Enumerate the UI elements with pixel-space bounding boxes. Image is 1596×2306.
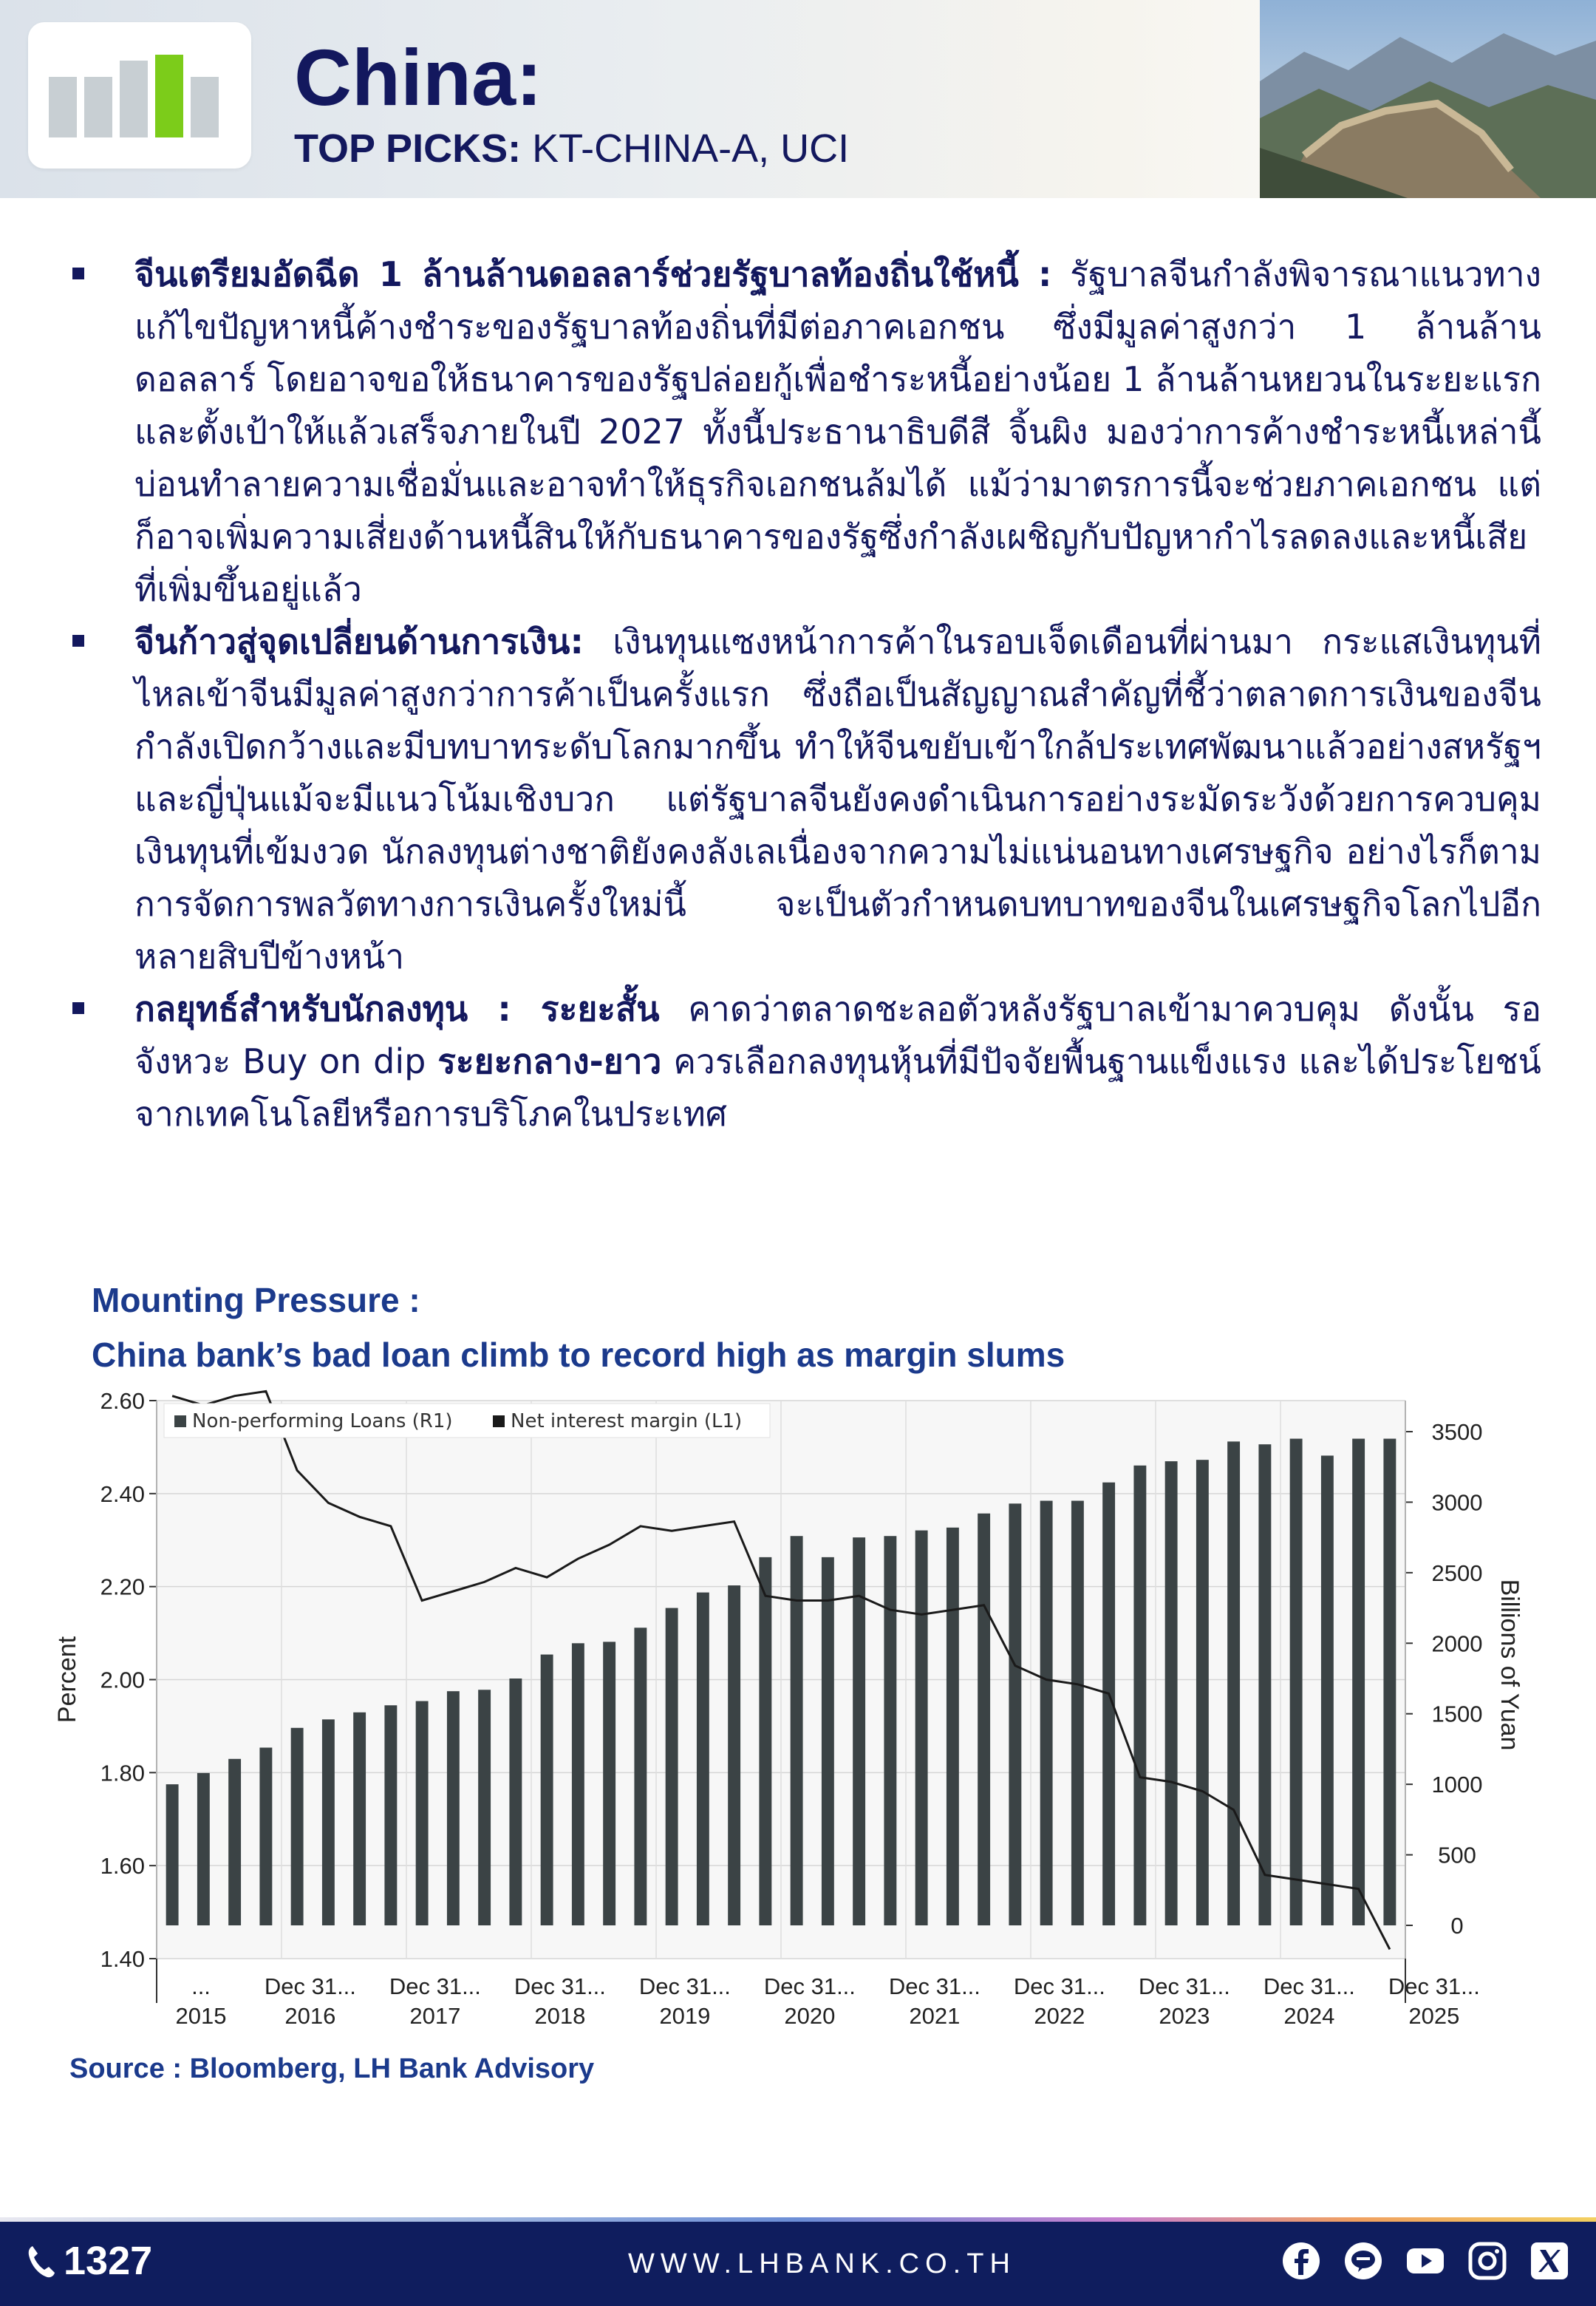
social-icons xyxy=(1281,2241,1569,2281)
right-tick-label: 2000 xyxy=(1431,1630,1483,1657)
npl-bar xyxy=(1196,1460,1209,1925)
npl-nim-chart xyxy=(46,1386,1524,2044)
npl-bar xyxy=(416,1701,429,1925)
left-tick-label: 2.00 xyxy=(100,1667,145,1693)
line-icon[interactable] xyxy=(1343,2241,1383,2281)
npl-bar xyxy=(728,1585,740,1925)
page-footer xyxy=(0,2222,1596,2306)
x-year-label: 2015 xyxy=(175,2003,227,2029)
page-subtitle xyxy=(294,126,849,171)
left-tick-label: 1.80 xyxy=(100,1760,145,1786)
phone-icon xyxy=(27,2245,56,2279)
facebook-icon[interactable] xyxy=(1281,2241,1321,2281)
x-tick-label: Dec 31... xyxy=(1263,1973,1355,1999)
npl-bar xyxy=(197,1773,210,1925)
x-year-label: 2023 xyxy=(1159,2003,1210,2029)
page-header xyxy=(0,0,1596,198)
npl-bar xyxy=(759,1557,771,1925)
npl-bar xyxy=(1009,1503,1021,1925)
npl-bar xyxy=(634,1628,647,1925)
npl-bar xyxy=(384,1705,397,1925)
bullet-marker xyxy=(72,268,84,279)
left-tick-label: 2.60 xyxy=(100,1388,145,1414)
x-year-label: 2020 xyxy=(784,2003,836,2029)
x-tick-label: Dec 31... xyxy=(389,1973,481,1999)
x-tick-label: ... xyxy=(191,1973,211,1999)
npl-bar xyxy=(791,1536,803,1925)
legend-swatch-nim xyxy=(493,1415,505,1427)
npl-bar xyxy=(915,1531,928,1925)
right-tick-label: 500 xyxy=(1438,1842,1476,1868)
left-tick-label: 2.20 xyxy=(100,1574,145,1600)
x-year-label: 2021 xyxy=(909,2003,961,2029)
npl-bar xyxy=(447,1691,460,1925)
right-tick-label: 0 xyxy=(1450,1913,1464,1939)
left-tick-label: 2.40 xyxy=(100,1480,145,1507)
right-tick-label: 3000 xyxy=(1431,1489,1483,1516)
bullet-body: เงินทุนแซงหน้าการค้าในรอบเจ็ดเดือนที่ผ่านมา กระแสเงินทุนที่ไหลเข้าจีนมีมูลค่าสูงกว่าการค้าเป็นครั้งแรก ซึ่งถือเป็นสัญญาณสำคัญที่ชี้ว่าตลาดการเงินของจีนกำลังเปิดกว้างและมีบทบาทระดับโลกมากขึ้น ทำให้จีนขยับเข้าใกล้ประเทศพัฒนาแล้วอย่างสหรัฐฯ และญี่ปุ่นแม้จะมีแนวโน้มเชิงบวก แต่รัฐบาลจีนยังคงดำเนินการอย่างระมัดระวังด้วยการควบคุมเงินทุนที่เข้มงวด นักลงทุนต่างชาติยังคงลังเลเนื่องจากความไม่แน่นอนทางเศรษฐกิจ อย่างไรก็ตาม การจัดการพลวัตทางการเงินครั้งใหม่นี้ จะเป็นตัวกำหนดบทบาทของจีนในเศรษฐกิจโลกไปอีกหลายสิบปีข้างหน้า xyxy=(134,622,1541,976)
news-bullets xyxy=(71,248,1541,1140)
x-tick-label: Dec 31... xyxy=(888,1973,981,1999)
npl-bar xyxy=(291,1728,304,1925)
right-tick-label: 1500 xyxy=(1431,1701,1483,1727)
x-tick-label: Dec 31... xyxy=(763,1973,856,1999)
legend-label-nim: Net interest margin (L1) xyxy=(511,1410,743,1432)
page-title: China: xyxy=(294,33,542,122)
hotline[interactable] xyxy=(27,2238,152,2284)
x-year-label: 2017 xyxy=(409,2003,461,2029)
right-tick-label: 2500 xyxy=(1431,1560,1483,1586)
npl-bar xyxy=(1290,1439,1303,1925)
chart-logo-icon xyxy=(28,22,251,169)
x-icon[interactable] xyxy=(1530,2241,1569,2281)
x-tick-label: Dec 31... xyxy=(1013,1973,1105,1999)
bullet-heading: จีนก้าวสู่จุดเปลี่ยนด้านการเงิน: xyxy=(134,622,584,661)
chart-svg xyxy=(46,1386,1524,2044)
chart-title-1: Mounting Pressure : xyxy=(92,1281,420,1319)
npl-bar xyxy=(1040,1501,1053,1925)
bullet-body: คาดว่าตลาดชะลอตัวหลังรัฐบาลเข้ามาควบคุม ดังนั้น รอจังหวะ Buy on dip xyxy=(134,989,1542,1081)
bullet-body: รัฐบาลจีนกำลังพิจารณาแนวทางแก้ไขปัญหาหนี้ค้างชำระของรัฐบาลท้องถิ่นที่มีต่อภาคเอกชน ซึ่งมีมูลค่าสูงกว่า 1 ล้านล้านดอลลาร์ โดยอาจขอให้ธนาคารของรัฐปล่อยกู้เพื่อชำระหนี้อย่างน้อย 1 ล้านล้านหยวนในระยะแรก และตั้งเป้าให้แล้วเสร็จภายในปี 2027 ทั้งนี้ประธานาธิบดีสี จิ้นผิง มองว่าการค้างชำระหนี้เหล่านี้บ่อนทำลายความเชื่อมั่นและอาจทำให้ธุรกิจเอกชนล้มได้ แม้ว่ามาตรการนี้จะช่วยภาคเอกชน แต่ก็อาจเพิ่มความเสี่ยงด้านหนี้สินให้กับธนาคารของรัฐซึ่งกำลังเผชิญกับปัญหากำไรลดลงและหนี้เสียที่เพิ่มขึ้นอยู่แล้ว xyxy=(134,254,1542,609)
bullet-heading-2: ระยะกลาง-ยาว xyxy=(437,1041,662,1081)
right-tick-label: 3500 xyxy=(1431,1419,1483,1445)
npl-bar xyxy=(1165,1461,1178,1925)
npl-bar xyxy=(166,1784,179,1925)
x-tick-label: Dec 31... xyxy=(514,1973,606,1999)
npl-bar xyxy=(1258,1444,1271,1925)
npl-bar xyxy=(822,1557,834,1925)
website-link[interactable]: WWW.LHBANK.CO.TH xyxy=(628,2248,1016,2279)
npl-bar xyxy=(1227,1441,1240,1925)
great-wall-photo xyxy=(1260,0,1596,198)
x-year-label: 2022 xyxy=(1034,2003,1085,2029)
x-year-label: 2019 xyxy=(659,2003,711,2029)
npl-bar xyxy=(541,1655,553,1925)
npl-bar xyxy=(1383,1439,1396,1925)
bullet-local-debt xyxy=(71,248,1541,616)
chart-source: Source : Bloomberg, LH Bank Advisory xyxy=(69,2053,595,2084)
legend-swatch-npl xyxy=(174,1415,186,1427)
npl-bar xyxy=(259,1748,272,1925)
bullet-marker xyxy=(72,635,84,647)
x-tick-label: Dec 31... xyxy=(638,1973,731,1999)
top-picks-label: TOP PICKS: xyxy=(294,126,522,171)
youtube-icon[interactable] xyxy=(1405,2241,1445,2281)
bullet-heading: กลยุทธ์สำหรับนักลงทุน : ระยะสั้น xyxy=(134,989,660,1029)
bullet-body-2: ควรเลือกลงทุนหุ้นที่มีปัจจัยพื้นฐานแข็งแรง และได้ประโยชน์จากเทคโนโลยีหรือการบริโภคในประเทศ xyxy=(134,1041,1541,1134)
npl-bar xyxy=(353,1713,366,1925)
npl-bar xyxy=(697,1593,709,1925)
x-year-label: 2016 xyxy=(284,2003,336,2029)
x-year-label: 2024 xyxy=(1283,2003,1335,2029)
npl-bar xyxy=(884,1536,896,1925)
x-year-label: 2018 xyxy=(534,2003,586,2029)
npl-bar xyxy=(947,1528,959,1925)
npl-bar xyxy=(1133,1466,1146,1925)
npl-bar xyxy=(978,1514,990,1925)
left-axis-title: Percent xyxy=(53,1636,81,1724)
right-axis-title: Billions of Yuan xyxy=(1496,1579,1524,1751)
x-year-label: 2025 xyxy=(1408,2003,1460,2029)
bullet-marker xyxy=(72,1002,84,1014)
npl-bar xyxy=(1352,1439,1365,1925)
npl-bar xyxy=(572,1643,584,1925)
bullet-heading: จีนเตรียมอัดฉีด 1 ล้านล้านดอลลาร์ช่วยรัฐบาลท้องถิ่นใช้หนี้ : xyxy=(134,254,1052,294)
chart-title-2: China bank’s bad loan climb to record high as margin slums xyxy=(92,1336,1065,1374)
legend-label-npl: Non-performing Loans (R1) xyxy=(192,1410,453,1432)
npl-bar xyxy=(228,1759,241,1925)
right-tick-label: 1000 xyxy=(1431,1772,1483,1798)
npl-bar xyxy=(1321,1455,1334,1925)
x-tick-label: Dec 31... xyxy=(264,1973,356,1999)
bullet-strategy xyxy=(71,983,1541,1140)
npl-bar xyxy=(666,1608,678,1925)
bullet-capital-flow xyxy=(71,616,1541,983)
npl-bar xyxy=(322,1719,335,1925)
npl-bar xyxy=(603,1642,615,1925)
top-picks-values: KT-CHINA-A, UCI xyxy=(521,126,850,171)
x-tick-label: Dec 31... xyxy=(1138,1973,1230,1999)
left-tick-label: 1.40 xyxy=(100,1946,145,1972)
x-tick-label: Dec 31... xyxy=(1388,1973,1480,1999)
npl-bar xyxy=(1071,1501,1084,1925)
hotline-number: 1327 xyxy=(64,2239,153,2283)
npl-bar xyxy=(478,1690,491,1925)
left-tick-label: 1.60 xyxy=(100,1853,145,1880)
instagram-icon[interactable] xyxy=(1467,2241,1507,2281)
npl-bar xyxy=(509,1679,522,1925)
